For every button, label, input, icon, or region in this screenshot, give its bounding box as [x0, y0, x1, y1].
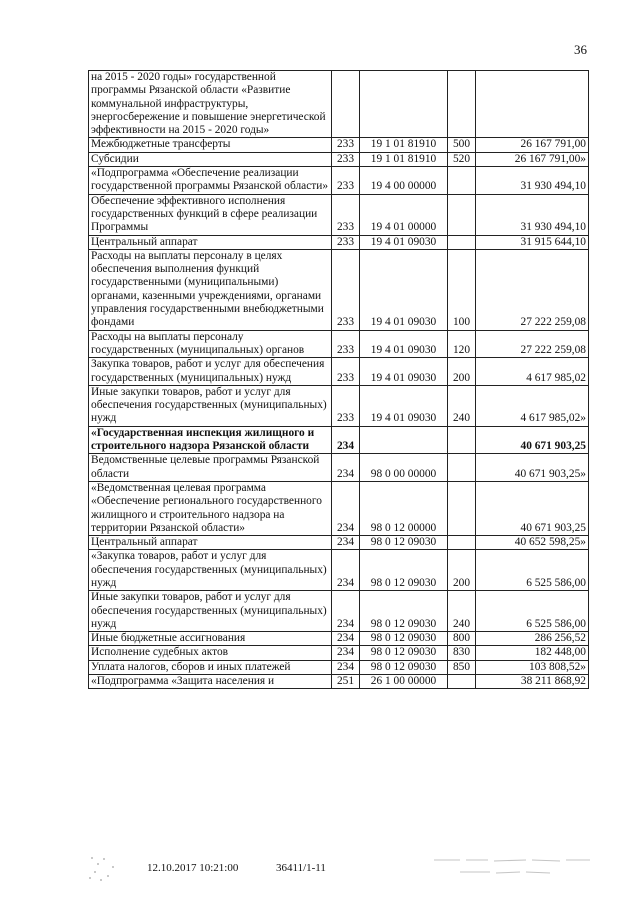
row-amount-cell: 182 448,00 — [476, 646, 589, 660]
row-name-cell: «Закупка товаров, работ и услуг для обеспечения государственных (муниципальных) нужд — [89, 550, 332, 591]
row-vr-cell: 200 — [448, 358, 476, 386]
row-vr-cell: 520 — [448, 152, 476, 166]
table-row — [89, 660, 589, 674]
row-amount-cell: 6 525 586,00 — [476, 550, 589, 591]
table-row — [89, 550, 589, 591]
row-amount-cell: 4 617 985,02 — [476, 358, 589, 386]
row-name-cell: Закупка товаров, работ и услуг для обеспечения государственных (муниципальных) нужд — [89, 358, 332, 386]
row-csr-cell: 19 4 00 00000 — [360, 167, 448, 195]
table-row — [89, 632, 589, 646]
row-vr-cell — [448, 167, 476, 195]
row-amount-cell: 103 808,52» — [476, 660, 589, 674]
row-name-cell: «Подпрограмма «Защита населения и — [89, 675, 332, 689]
row-amount-cell: 38 211 868,92 — [476, 675, 589, 689]
row-csr-cell: 98 0 00 00000 — [360, 454, 448, 482]
row-vr-cell — [448, 675, 476, 689]
table-row — [89, 194, 589, 235]
row-amount-cell: 27 222 259,08 — [476, 330, 589, 358]
row-code-cell: 234 — [332, 454, 360, 482]
row-name-cell: Исполнение судебных актов — [89, 646, 332, 660]
row-code-cell: 234 — [332, 660, 360, 674]
row-csr-cell: 98 0 12 00000 — [360, 481, 448, 535]
row-name-cell: на 2015 - 2020 годы» государственной программы Рязанской области «Развитие коммунальной инфраструктуры, энергосбережение и повышение энергетической эффективности на 2015 - 2020 годы» — [89, 71, 332, 138]
row-code-cell: 233 — [332, 249, 360, 330]
row-name-cell: Обеспечение эффективного исполнения государственных функций в сфере реализации Программы — [89, 194, 332, 235]
row-amount-cell: 40 671 903,25 — [476, 481, 589, 535]
row-amount-cell: 31 915 644,10 — [476, 235, 589, 249]
row-name-cell: «Государственная инспекция жилищного и строительного надзора Рязанской области — [89, 426, 332, 454]
row-name-cell: Уплата налогов, сборов и иных платежей — [89, 660, 332, 674]
row-code-cell: 234 — [332, 591, 360, 632]
budget-table-body — [89, 71, 589, 689]
row-amount-cell: 40 671 903,25» — [476, 454, 589, 482]
row-name-cell: Межбюджетные трансферты — [89, 138, 332, 152]
table-row — [89, 481, 589, 535]
row-amount-cell: 40 671 903,25 — [476, 426, 589, 454]
row-csr-cell: 98 0 12 09030 — [360, 660, 448, 674]
row-code-cell: 233 — [332, 152, 360, 166]
row-csr-cell: 19 4 01 09030 — [360, 385, 448, 426]
table-row — [89, 454, 589, 482]
row-csr-cell: 19 4 01 09030 — [360, 235, 448, 249]
row-name-cell: «Ведомственная целевая программа «Обеспечение регионального государственного жилищного и строительного надзора на территории Рязанской области» — [89, 481, 332, 535]
row-csr-cell: 19 4 01 09030 — [360, 249, 448, 330]
row-csr-cell: 98 0 12 09030 — [360, 550, 448, 591]
row-name-cell: Иные закупки товаров, работ и услуг для обеспечения государственных (муниципальных) нужд — [89, 591, 332, 632]
row-code-cell — [332, 71, 360, 138]
row-code-cell: 234 — [332, 481, 360, 535]
row-csr-cell — [360, 426, 448, 454]
footer-document-id: 36411/1-11 — [276, 862, 326, 874]
row-vr-cell: 800 — [448, 632, 476, 646]
row-csr-cell: 98 0 12 09030 — [360, 536, 448, 550]
row-code-cell: 233 — [332, 235, 360, 249]
faint-stamp-marks — [430, 852, 600, 880]
row-code-cell: 233 — [332, 138, 360, 152]
row-vr-cell: 850 — [448, 660, 476, 674]
row-amount-cell: 6 525 586,00 — [476, 591, 589, 632]
row-csr-cell — [360, 71, 448, 138]
budget-table — [88, 70, 589, 689]
row-csr-cell: 19 1 01 81910 — [360, 138, 448, 152]
row-vr-cell — [448, 194, 476, 235]
row-code-cell: 233 — [332, 194, 360, 235]
row-vr-cell — [448, 235, 476, 249]
row-name-cell: Центральный аппарат — [89, 235, 332, 249]
row-code-cell: 234 — [332, 632, 360, 646]
row-vr-cell — [448, 426, 476, 454]
row-vr-cell: 240 — [448, 591, 476, 632]
row-code-cell: 233 — [332, 330, 360, 358]
table-row — [89, 167, 589, 195]
row-amount-cell: 31 930 494,10 — [476, 194, 589, 235]
row-vr-cell: 240 — [448, 385, 476, 426]
row-vr-cell: 100 — [448, 249, 476, 330]
row-name-cell: Расходы на выплаты персоналу в целях обеспечения выполнения функций государственными (муниципальными) органами, казенными учреждениями, органами управления государственными внебюджетными фондами — [89, 249, 332, 330]
table-row — [89, 358, 589, 386]
row-name-cell: Центральный аппарат — [89, 536, 332, 550]
row-name-cell: Ведомственные целевые программы Рязанской области — [89, 454, 332, 482]
table-row — [89, 138, 589, 152]
row-amount-cell: 26 167 791,00» — [476, 152, 589, 166]
table-row — [89, 235, 589, 249]
row-amount-cell: 4 617 985,02» — [476, 385, 589, 426]
row-csr-cell: 98 0 12 09030 — [360, 646, 448, 660]
table-row — [89, 249, 589, 330]
row-csr-cell: 19 4 01 09030 — [360, 330, 448, 358]
table-row — [89, 426, 589, 454]
row-vr-cell: 200 — [448, 550, 476, 591]
row-csr-cell: 19 4 01 09030 — [360, 358, 448, 386]
row-code-cell: 234 — [332, 426, 360, 454]
row-vr-cell: 500 — [448, 138, 476, 152]
row-vr-cell: 120 — [448, 330, 476, 358]
row-code-cell: 233 — [332, 167, 360, 195]
table-row — [89, 71, 589, 138]
table-row — [89, 591, 589, 632]
row-amount-cell — [476, 71, 589, 138]
row-amount-cell: 26 167 791,00 — [476, 138, 589, 152]
row-code-cell: 251 — [332, 675, 360, 689]
table-row — [89, 536, 589, 550]
row-vr-cell — [448, 481, 476, 535]
footer-datetime: 12.10.2017 10:21:00 — [147, 862, 239, 874]
row-code-cell: 234 — [332, 550, 360, 591]
row-code-cell: 234 — [332, 536, 360, 550]
table-row — [89, 152, 589, 166]
row-code-cell: 233 — [332, 358, 360, 386]
row-vr-cell — [448, 536, 476, 550]
row-amount-cell: 27 222 259,08 — [476, 249, 589, 330]
row-name-cell: Иные бюджетные ассигнования — [89, 632, 332, 646]
row-amount-cell: 286 256,52 — [476, 632, 589, 646]
row-vr-cell: 830 — [448, 646, 476, 660]
row-name-cell: «Подпрограмма «Обеспечение реализации государственной программы Рязанской области» — [89, 167, 332, 195]
row-name-cell: Субсидии — [89, 152, 332, 166]
row-code-cell: 234 — [332, 646, 360, 660]
row-amount-cell: 31 930 494,10 — [476, 167, 589, 195]
row-name-cell: Расходы на выплаты персоналу государственных (муниципальных) органов — [89, 330, 332, 358]
table-row — [89, 646, 589, 660]
page-number: 36 — [574, 42, 587, 57]
row-csr-cell: 19 4 01 00000 — [360, 194, 448, 235]
row-name-cell: Иные закупки товаров, работ и услуг для обеспечения государственных (муниципальных) нужд — [89, 385, 332, 426]
row-amount-cell: 40 652 598,25» — [476, 536, 589, 550]
scan-corner-mark — [86, 850, 120, 884]
table-row — [89, 330, 589, 358]
row-csr-cell: 98 0 12 09030 — [360, 632, 448, 646]
row-csr-cell: 26 1 00 00000 — [360, 675, 448, 689]
row-csr-cell: 98 0 12 09030 — [360, 591, 448, 632]
row-vr-cell — [448, 454, 476, 482]
table-row — [89, 675, 589, 689]
row-csr-cell: 19 1 01 81910 — [360, 152, 448, 166]
row-vr-cell — [448, 71, 476, 138]
table-row — [89, 385, 589, 426]
row-code-cell: 233 — [332, 385, 360, 426]
